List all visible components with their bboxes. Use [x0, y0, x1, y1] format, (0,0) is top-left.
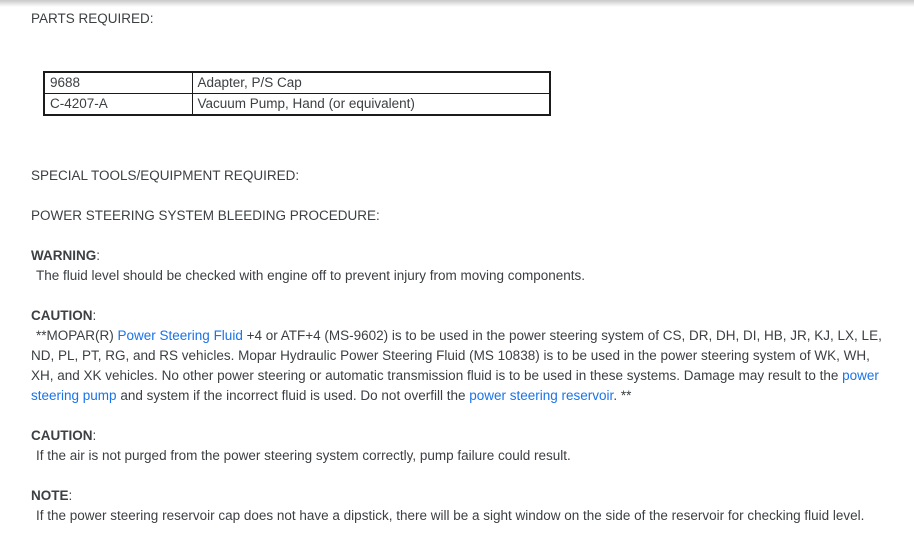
parts-table	[43, 71, 551, 116]
caution-label-text: CAUTION	[31, 428, 93, 443]
caution-text-segment: +4 or ATF+4 (MS-9602) is to be used in the power steering system of CS, DR, DH, DI, HB, JR, KJ, LX, LE, ND, PL, PT, RG, and RS vehicles. Mopar Hydraulic Power Steering Fluid (MS 10838) is to be used in the power steering system of WK, WH, XH, and XK vehicles. No other power steering or automatic transmission fluid is to be used in these systems. Damage may result to the	[31, 328, 882, 383]
note-label	[31, 486, 890, 506]
note-text: If the power steering reservoir cap does not have a dipstick, there will be a sight window on the side of the reservoir for checking fluid level.	[36, 508, 865, 523]
part-description-cell: Vacuum Pump, Hand (or equivalent)	[192, 94, 550, 116]
caution-label-text: CAUTION	[31, 308, 93, 323]
label-colon: :	[96, 248, 101, 263]
part-number-cell: C-4207-A	[44, 94, 192, 116]
caution-air-block	[31, 426, 890, 466]
warning-label	[31, 246, 890, 266]
warning-block	[31, 246, 890, 286]
power-steering-pump-link[interactable]: power steering pump	[31, 368, 879, 403]
power-steering-reservoir-link[interactable]: power steering reservoir	[469, 388, 614, 403]
top-edge-shadow	[0, 0, 914, 7]
power-steering-fluid-link[interactable]: Power Steering Fluid	[117, 328, 243, 343]
caution-fluid-text	[31, 326, 890, 406]
parts-required-heading: PARTS REQUIRED:	[31, 11, 154, 26]
note-label-text: NOTE	[31, 488, 69, 503]
part-number-cell: 9688	[44, 72, 192, 94]
parts-table-row	[44, 94, 550, 116]
caution-air-label	[31, 426, 890, 446]
caution-fluid-block	[31, 306, 890, 406]
special-tools-heading: SPECIAL TOOLS/EQUIPMENT REQUIRED:	[31, 168, 300, 183]
caution-fluid-label	[31, 306, 890, 326]
parts-table-row	[44, 72, 550, 94]
caution-text-segment: and system if the incorrect fluid is used. Do not overfill the	[116, 388, 470, 403]
label-colon: :	[92, 428, 97, 443]
caution-text-segment: **MOPAR(R)	[36, 328, 118, 343]
caution-text-segment: . **	[613, 388, 632, 403]
label-colon: :	[92, 308, 97, 323]
warning-label-text: WARNING	[31, 248, 97, 263]
procedure-heading: POWER STEERING SYSTEM BLEEDING PROCEDURE:	[31, 208, 380, 223]
warning-text: The fluid level should be checked with engine off to prevent injury from moving components.	[36, 268, 586, 283]
caution-air-text: If the air is not purged from the power steering system correctly, pump failure could result.	[36, 448, 571, 463]
label-colon: :	[68, 488, 73, 503]
part-description-cell: Adapter, P/S Cap	[192, 72, 550, 94]
note-block	[31, 486, 890, 526]
